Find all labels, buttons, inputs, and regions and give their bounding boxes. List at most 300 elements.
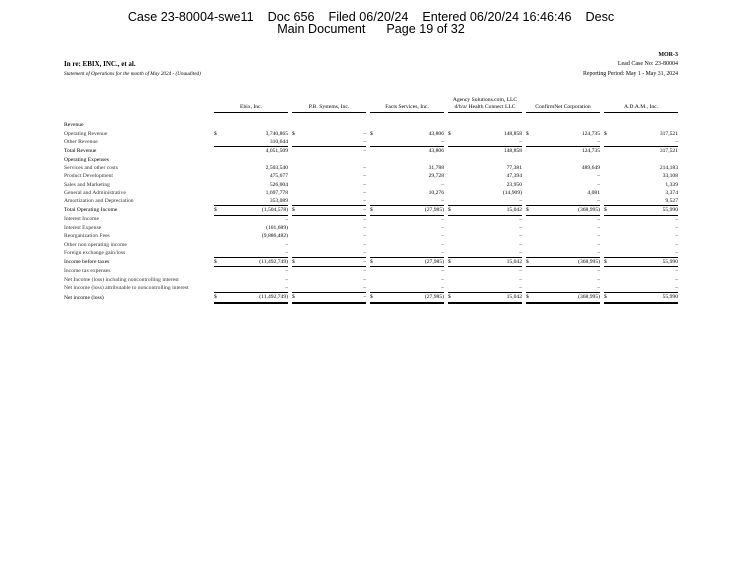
- value-cell: –: [538, 197, 600, 206]
- currency-symbol: [370, 284, 382, 293]
- table-row: [64, 138, 678, 147]
- value-cell: –: [363, 225, 366, 231]
- statement-subtitle: Statement of Operations for the month of May 2024 - (Unaudited): [64, 71, 201, 77]
- value-cell: (27,985): [382, 258, 444, 267]
- value-cell: (27,985): [382, 293, 444, 303]
- value-cell: –: [226, 249, 288, 258]
- currency-symbol: $: [526, 258, 538, 267]
- currency-symbol: $: [604, 293, 616, 303]
- table-row: [64, 180, 678, 188]
- currency-symbol: [214, 138, 226, 147]
- value-cell: (368,995): [538, 293, 600, 303]
- currency-symbol: [292, 189, 304, 197]
- currency-symbol: [526, 180, 538, 188]
- currency-symbol: [292, 232, 304, 240]
- currency-symbol: [604, 121, 616, 129]
- table-row: [64, 276, 678, 284]
- currency-symbol: [214, 240, 226, 248]
- currency-symbol: [370, 267, 382, 276]
- value-cell: –: [597, 173, 600, 180]
- currency-symbol: [214, 121, 226, 129]
- value-cell: 526,004: [269, 181, 288, 188]
- currency-symbol: [370, 147, 382, 156]
- value-cell: –: [363, 148, 366, 155]
- currency-symbol: [292, 224, 304, 232]
- currency-symbol: [526, 172, 538, 180]
- table-row: [64, 189, 678, 197]
- row-label: Total Operating Income: [64, 207, 118, 214]
- currency-symbol: [292, 172, 304, 180]
- currency-symbol: [214, 197, 226, 206]
- value-cell: 31,788: [428, 164, 444, 171]
- row-label: Reorganization Fees: [64, 233, 110, 240]
- currency-symbol: [214, 284, 226, 293]
- currency-symbol: $: [214, 130, 217, 137]
- currency-symbol: [214, 276, 226, 284]
- currency-symbol: [526, 249, 538, 258]
- currency-symbol: [604, 240, 616, 248]
- value-cell: 3,374: [665, 189, 678, 196]
- section-header-row: [64, 155, 678, 163]
- value-cell: –: [460, 249, 522, 258]
- value-cell: –: [675, 276, 678, 283]
- court-header-line-2: Main Document Page 19 of 32: [277, 22, 465, 36]
- value-cell: –: [597, 276, 600, 283]
- value-cell: –: [441, 241, 444, 248]
- currency-symbol: [448, 215, 460, 224]
- value-cell: 317,521: [659, 130, 678, 137]
- value-cell: 1,697,778: [265, 189, 288, 196]
- court-header-line-1: Case 23-80004-swe11 Doc 656 Filed 06/20/24 Entered 06/20/24 16:46:46 Desc: [127, 10, 615, 24]
- currency-symbol: $: [292, 130, 295, 137]
- value-cell: 47,394: [506, 173, 522, 180]
- section-header-row: [64, 121, 678, 129]
- table-row: [64, 215, 678, 224]
- row-label: Net Income (loss) including noncontrolling interest: [64, 276, 179, 283]
- table-row: [64, 232, 678, 240]
- currency-symbol: [292, 164, 304, 172]
- currency-symbol: $: [448, 130, 451, 137]
- currency-symbol: [448, 284, 460, 293]
- currency-symbol: $: [604, 258, 616, 267]
- currency-symbol: [370, 240, 382, 248]
- currency-symbol: [604, 155, 616, 163]
- value-cell: (27,985): [382, 206, 444, 215]
- currency-symbol: [370, 172, 382, 180]
- value-cell: 1,339: [665, 181, 678, 188]
- row-label: Total Revenue: [64, 148, 97, 155]
- currency-symbol: [526, 189, 538, 197]
- value-cell: –: [382, 197, 444, 206]
- table-row: [64, 164, 678, 172]
- value-cell: –: [441, 216, 444, 223]
- table-row: [64, 197, 678, 206]
- row-label: General and Administrative: [64, 189, 126, 196]
- value-cell: –: [304, 197, 366, 206]
- row-label: Other Revenue: [64, 139, 98, 146]
- value-cell: –: [304, 138, 366, 147]
- currency-symbol: [448, 197, 460, 206]
- value-cell: –: [519, 241, 522, 248]
- value-cell: [304, 121, 366, 129]
- currency-symbol: $: [448, 206, 460, 215]
- table-row: [64, 267, 678, 276]
- value-cell: –: [304, 258, 366, 267]
- column-header: A.D.A.M., Inc.: [604, 89, 678, 113]
- value-cell: –: [441, 225, 444, 231]
- value-cell: –: [363, 189, 366, 196]
- currency-symbol: $: [370, 293, 382, 303]
- value-cell: –: [597, 233, 600, 240]
- form-id: MOR-3: [658, 52, 678, 58]
- value-cell: –: [304, 206, 366, 215]
- currency-symbol: [604, 189, 616, 197]
- currency-symbol: [214, 164, 226, 172]
- value-cell: –: [538, 249, 600, 258]
- value-cell: –: [363, 173, 366, 180]
- value-cell: –: [597, 181, 600, 188]
- column-header: Ebix, Inc.: [214, 89, 288, 113]
- total-row: [64, 293, 678, 303]
- value-cell: –: [675, 233, 678, 240]
- value-cell: (368,995): [538, 258, 600, 267]
- value-cell: –: [285, 268, 288, 275]
- statement-of-operations-table: [64, 89, 678, 304]
- table-row: [64, 284, 678, 293]
- value-cell: –: [616, 138, 678, 147]
- value-cell: [226, 155, 288, 163]
- value-cell: –: [597, 225, 600, 231]
- currency-symbol: [292, 284, 304, 293]
- currency-symbol: [448, 172, 460, 180]
- table-row: [64, 130, 678, 138]
- value-cell: –: [363, 268, 366, 275]
- currency-symbol: [448, 224, 460, 232]
- currency-symbol: $: [292, 206, 304, 215]
- currency-symbol: [604, 138, 616, 147]
- value-cell: 3,740,865: [265, 130, 288, 137]
- table-row: [64, 172, 678, 180]
- currency-symbol: [448, 276, 460, 284]
- currency-symbol: [214, 180, 226, 188]
- currency-symbol: $: [604, 206, 616, 215]
- currency-symbol: $: [214, 206, 226, 215]
- value-cell: (9,886,482): [261, 233, 288, 240]
- value-cell: –: [460, 284, 522, 293]
- value-cell: –: [363, 164, 366, 171]
- court-filing-header: [0, 11, 742, 35]
- value-cell: (101,689): [266, 225, 288, 231]
- currency-symbol: [370, 276, 382, 284]
- value-cell: –: [441, 276, 444, 283]
- currency-symbol: [370, 197, 382, 206]
- currency-symbol: [214, 147, 226, 156]
- row-label: Foreign exchange gain/loss: [64, 250, 126, 257]
- currency-symbol: $: [526, 206, 538, 215]
- value-cell: [460, 155, 522, 163]
- row-label: Amortization and Depreciation: [64, 198, 134, 205]
- currency-symbol: [526, 224, 538, 232]
- currency-symbol: [370, 180, 382, 188]
- row-label: Revenue: [64, 122, 84, 129]
- currency-symbol: [292, 121, 304, 129]
- currency-symbol: [292, 138, 304, 147]
- row-label: Operating Revenue: [64, 130, 108, 137]
- total-row: [64, 206, 678, 215]
- currency-symbol: $: [370, 206, 382, 215]
- row-label: Product Development: [64, 173, 113, 180]
- currency-symbol: [292, 215, 304, 224]
- value-cell: –: [304, 284, 366, 293]
- currency-symbol: [448, 189, 460, 197]
- value-cell: –: [616, 284, 678, 293]
- row-label: Income tax expenses: [64, 268, 111, 275]
- currency-symbol: [448, 232, 460, 240]
- currency-symbol: [526, 121, 538, 129]
- value-cell: [382, 155, 444, 163]
- currency-symbol: [214, 215, 226, 224]
- currency-symbol: $: [448, 258, 460, 267]
- currency-symbol: [604, 276, 616, 284]
- row-label: Net income (loss): [64, 294, 104, 301]
- value-cell: –: [597, 216, 600, 223]
- value-cell: –: [363, 130, 366, 137]
- value-cell: –: [382, 284, 444, 293]
- row-label: Other non operating income: [64, 241, 127, 248]
- value-cell: 475,677: [269, 173, 288, 180]
- value-cell: 214,183: [659, 164, 678, 171]
- currency-symbol: $: [292, 293, 304, 303]
- currency-symbol: [292, 249, 304, 258]
- value-cell: 124,735: [581, 130, 600, 137]
- currency-symbol: $: [526, 130, 529, 137]
- value-cell: [616, 155, 678, 163]
- currency-symbol: [292, 155, 304, 163]
- currency-symbol: [526, 197, 538, 206]
- currency-symbol: [370, 121, 382, 129]
- currency-symbol: [604, 267, 616, 276]
- currency-symbol: [370, 138, 382, 147]
- value-cell: 23,950: [506, 181, 522, 188]
- currency-symbol: $: [370, 258, 382, 267]
- value-cell: 55,990: [616, 258, 678, 267]
- value-cell: –: [226, 284, 288, 293]
- currency-symbol: [604, 284, 616, 293]
- currency-symbol: [604, 232, 616, 240]
- currency-symbol: [214, 189, 226, 197]
- currency-symbol: [526, 276, 538, 284]
- value-cell: –: [382, 249, 444, 258]
- value-cell: 353,089: [226, 197, 288, 206]
- case-name: In re: EBIX, INC., et al.: [64, 60, 136, 68]
- value-cell: –: [460, 138, 522, 147]
- currency-symbol: $: [214, 293, 226, 303]
- currency-symbol: [526, 215, 538, 224]
- currency-symbol: [604, 147, 616, 156]
- row-label: Services and other costs: [64, 164, 118, 171]
- value-cell: 10,276: [428, 189, 444, 196]
- value-cell: [538, 121, 600, 129]
- table-body: [64, 121, 678, 302]
- value-cell: –: [675, 268, 678, 275]
- value-cell: –: [616, 249, 678, 258]
- value-cell: 29,728: [428, 173, 444, 180]
- value-cell: 310,644: [226, 138, 288, 147]
- total-row: [64, 147, 678, 156]
- value-cell: 148,858: [503, 130, 522, 137]
- currency-symbol: [448, 180, 460, 188]
- value-cell: 124,735: [581, 148, 600, 155]
- currency-symbol: [604, 164, 616, 172]
- currency-symbol: [214, 155, 226, 163]
- currency-symbol: $: [526, 293, 538, 303]
- currency-symbol: [526, 155, 538, 163]
- currency-symbol: [448, 267, 460, 276]
- currency-symbol: [214, 224, 226, 232]
- value-cell: 55,990: [616, 206, 678, 215]
- reporting-period: Reporting Period: May 1 - May 31, 2024: [583, 71, 678, 77]
- currency-symbol: $: [214, 258, 226, 267]
- value-cell: –: [675, 241, 678, 248]
- value-cell: –: [519, 268, 522, 275]
- row-label: Net income (loss) attributable to noncontrolling interest: [64, 285, 189, 292]
- value-cell: [538, 155, 600, 163]
- currency-symbol: $: [370, 130, 373, 137]
- value-cell: –: [285, 276, 288, 283]
- currency-symbol: [604, 197, 616, 206]
- currency-symbol: [292, 267, 304, 276]
- value-cell: (11,492,749): [226, 293, 288, 303]
- value-cell: 77,381: [506, 164, 522, 171]
- currency-symbol: $: [292, 258, 304, 267]
- currency-symbol: [526, 138, 538, 147]
- currency-symbol: [292, 240, 304, 248]
- value-cell: 489,649: [581, 164, 600, 171]
- table-row: [64, 249, 678, 258]
- value-cell: –: [285, 216, 288, 223]
- value-cell: –: [519, 276, 522, 283]
- value-cell: –: [538, 284, 600, 293]
- currency-symbol: [448, 155, 460, 163]
- value-cell: 43,806: [428, 130, 444, 137]
- currency-symbol: [526, 232, 538, 240]
- value-cell: –: [675, 216, 678, 223]
- value-cell: –: [363, 241, 366, 248]
- value-cell: 43,806: [428, 148, 444, 155]
- currency-symbol: [370, 155, 382, 163]
- currency-symbol: [214, 267, 226, 276]
- value-cell: 4,051,509: [265, 148, 288, 155]
- value-cell: –: [363, 216, 366, 223]
- value-cell: –: [519, 233, 522, 240]
- value-cell: –: [519, 225, 522, 231]
- column-header: Facts Services, Inc.: [370, 89, 444, 113]
- value-cell: (368,995): [538, 206, 600, 215]
- value-cell: 15,042: [460, 258, 522, 267]
- value-cell: –: [363, 233, 366, 240]
- currency-symbol: [292, 147, 304, 156]
- row-label: Interest Income: [64, 216, 99, 223]
- value-cell: [460, 121, 522, 129]
- total-row: [64, 258, 678, 267]
- value-cell: –: [538, 138, 600, 147]
- currency-symbol: $: [604, 130, 607, 137]
- value-cell: 4,081: [587, 189, 600, 196]
- currency-symbol: [448, 138, 460, 147]
- value-cell: [382, 121, 444, 129]
- currency-symbol: [292, 276, 304, 284]
- table-row: [64, 224, 678, 232]
- currency-symbol: [604, 249, 616, 258]
- currency-symbol: [448, 164, 460, 172]
- currency-symbol: [370, 232, 382, 240]
- value-cell: [226, 121, 288, 129]
- currency-symbol: [370, 189, 382, 197]
- row-label: Income before taxes: [64, 259, 110, 266]
- table-header-row: [64, 89, 678, 113]
- currency-symbol: [292, 197, 304, 206]
- value-cell: 9,527: [616, 197, 678, 206]
- value-cell: –: [441, 233, 444, 240]
- value-cell: 15,042: [460, 293, 522, 303]
- value-cell: –: [363, 276, 366, 283]
- value-cell: [616, 121, 678, 129]
- value-cell: –: [304, 293, 366, 303]
- currency-symbol: [214, 232, 226, 240]
- value-cell: (1,504,578): [226, 206, 288, 215]
- currency-symbol: [448, 240, 460, 248]
- currency-symbol: [370, 215, 382, 224]
- column-header: P.B. Systems, Inc.: [292, 89, 366, 113]
- currency-symbol: [604, 180, 616, 188]
- value-cell: (11,492,749): [226, 258, 288, 267]
- table-row: [64, 240, 678, 248]
- value-cell: –: [441, 181, 444, 188]
- value-cell: 15,042: [460, 206, 522, 215]
- currency-symbol: [448, 121, 460, 129]
- value-cell: [304, 155, 366, 163]
- currency-symbol: [526, 240, 538, 248]
- value-cell: –: [519, 216, 522, 223]
- currency-symbol: [370, 249, 382, 258]
- currency-symbol: [448, 249, 460, 258]
- value-cell: 33,108: [662, 173, 678, 180]
- value-cell: –: [382, 138, 444, 147]
- column-header: Agency Solutions.com, LLC d/b/a/ Health Connect LLC: [448, 89, 522, 113]
- value-cell: –: [597, 241, 600, 248]
- value-cell: –: [363, 181, 366, 188]
- value-cell: 55,990: [616, 293, 678, 303]
- currency-symbol: [526, 164, 538, 172]
- currency-symbol: [214, 172, 226, 180]
- currency-symbol: [604, 224, 616, 232]
- value-cell: 148,858: [503, 148, 522, 155]
- value-cell: –: [304, 249, 366, 258]
- currency-symbol: [292, 180, 304, 188]
- value-cell: –: [285, 241, 288, 248]
- row-label: Interest Expense: [64, 225, 102, 231]
- currency-symbol: [370, 224, 382, 232]
- value-cell: 317,521: [659, 148, 678, 155]
- column-header: ConfirmNet Corporation: [526, 89, 600, 113]
- value-cell: –: [441, 268, 444, 275]
- value-cell: –: [675, 225, 678, 231]
- row-label: Operating Expenses: [64, 156, 109, 163]
- row-label: Sales and Marketing: [64, 181, 110, 188]
- currency-symbol: [604, 215, 616, 224]
- currency-symbol: [604, 172, 616, 180]
- currency-symbol: [526, 267, 538, 276]
